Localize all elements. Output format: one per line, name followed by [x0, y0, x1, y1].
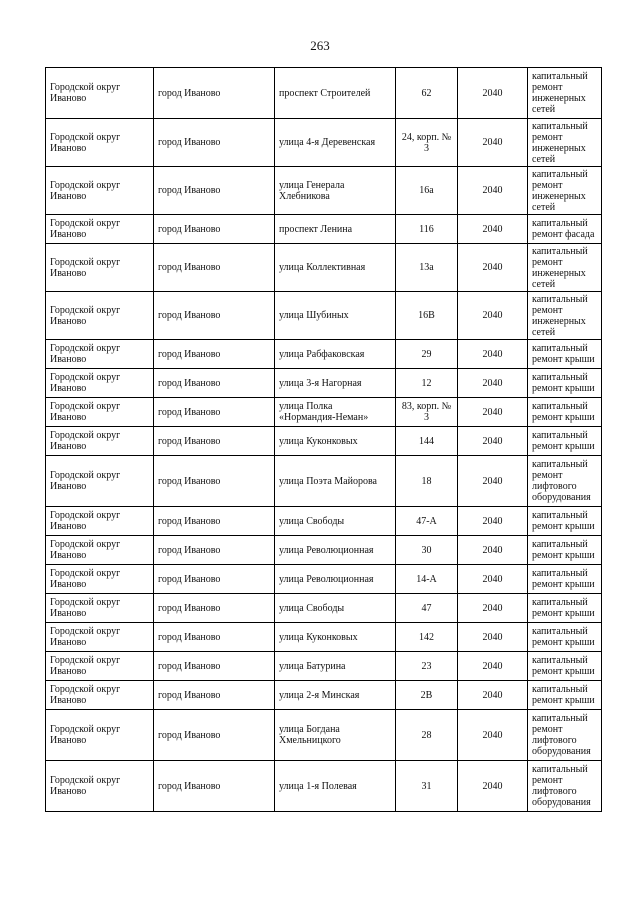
house-number-cell: 23 [396, 652, 458, 681]
house-number-cell: 12 [396, 369, 458, 398]
district-cell: Городской округ Иваново [46, 710, 154, 761]
year-cell: 2040 [458, 594, 528, 623]
table-row [46, 761, 602, 812]
city-cell: город Иваново [154, 681, 275, 710]
year-cell: 2040 [458, 623, 528, 652]
table-row [46, 427, 602, 456]
street-cell: улица Свободы [275, 594, 396, 623]
table-row [46, 119, 602, 167]
year-cell: 2040 [458, 761, 528, 812]
house-number-cell: 2В [396, 681, 458, 710]
work-type-cell: капитальный ремонт крыши [528, 398, 602, 427]
district-cell: Городской округ Иваново [46, 507, 154, 536]
year-cell: 2040 [458, 68, 528, 119]
table-row [46, 215, 602, 244]
city-cell: город Иваново [154, 594, 275, 623]
city-cell: город Иваново [154, 215, 275, 244]
district-cell: Городской округ Иваново [46, 369, 154, 398]
house-number-cell: 47-А [396, 507, 458, 536]
table-row [46, 565, 602, 594]
work-type-cell: капитальный ремонт крыши [528, 623, 602, 652]
house-number-cell: 116 [396, 215, 458, 244]
street-cell: улица Коллективная [275, 244, 396, 292]
street-cell: улица Революционная [275, 536, 396, 565]
street-cell: улица Генерала Хлебникова [275, 167, 396, 215]
year-cell: 2040 [458, 652, 528, 681]
house-number-cell: 142 [396, 623, 458, 652]
table-row [46, 681, 602, 710]
house-number-cell: 47 [396, 594, 458, 623]
city-cell: город Иваново [154, 565, 275, 594]
district-cell: Городской округ Иваново [46, 215, 154, 244]
year-cell: 2040 [458, 167, 528, 215]
city-cell: город Иваново [154, 456, 275, 507]
street-cell: улица 2-я Минская [275, 681, 396, 710]
house-number-cell: 62 [396, 68, 458, 119]
street-cell: улица Революционная [275, 565, 396, 594]
year-cell: 2040 [458, 507, 528, 536]
work-type-cell: капитальный ремонт инженерных сетей [528, 119, 602, 167]
district-cell: Городской округ Иваново [46, 244, 154, 292]
table-row [46, 167, 602, 215]
year-cell: 2040 [458, 215, 528, 244]
table-row [46, 369, 602, 398]
work-type-cell: капитальный ремонт крыши [528, 340, 602, 369]
work-type-cell: капитальный ремонт крыши [528, 652, 602, 681]
district-cell: Городской округ Иваново [46, 652, 154, 681]
work-type-cell: капитальный ремонт крыши [528, 681, 602, 710]
street-cell: улица Полка «Нормандия-Неман» [275, 398, 396, 427]
district-cell: Городской округ Иваново [46, 119, 154, 167]
table-row [46, 594, 602, 623]
work-type-cell: капитальный ремонт лифтового оборудования [528, 710, 602, 761]
year-cell: 2040 [458, 119, 528, 167]
buildings-table [45, 67, 602, 812]
street-cell: улица 3-я Нагорная [275, 369, 396, 398]
year-cell: 2040 [458, 369, 528, 398]
table-row [46, 623, 602, 652]
work-type-cell: капитальный ремонт инженерных сетей [528, 244, 602, 292]
house-number-cell: 18 [396, 456, 458, 507]
city-cell: город Иваново [154, 507, 275, 536]
year-cell: 2040 [458, 681, 528, 710]
year-cell: 2040 [458, 536, 528, 565]
street-cell: проспект Строителей [275, 68, 396, 119]
house-number-cell: 24, корп. № 3 [396, 119, 458, 167]
work-type-cell: капитальный ремонт инженерных сетей [528, 167, 602, 215]
work-type-cell: капитальный ремонт крыши [528, 594, 602, 623]
table-row [46, 710, 602, 761]
city-cell: город Иваново [154, 292, 275, 340]
house-number-cell: 28 [396, 710, 458, 761]
work-type-cell: капитальный ремонт крыши [528, 369, 602, 398]
street-cell: улица Батурина [275, 652, 396, 681]
district-cell: Городской округ Иваново [46, 456, 154, 507]
street-cell: проспект Ленина [275, 215, 396, 244]
year-cell: 2040 [458, 292, 528, 340]
table-row [46, 340, 602, 369]
house-number-cell: 29 [396, 340, 458, 369]
city-cell: город Иваново [154, 68, 275, 119]
table-row [46, 292, 602, 340]
house-number-cell: 14-А [396, 565, 458, 594]
city-cell: город Иваново [154, 340, 275, 369]
table-row [46, 398, 602, 427]
district-cell: Городской округ Иваново [46, 398, 154, 427]
street-cell: улица Куконковых [275, 427, 396, 456]
city-cell: город Иваново [154, 652, 275, 681]
work-type-cell: капитальный ремонт крыши [528, 427, 602, 456]
street-cell: улица Поэта Майорова [275, 456, 396, 507]
year-cell: 2040 [458, 427, 528, 456]
year-cell: 2040 [458, 340, 528, 369]
street-cell: улица 1-я Полевая [275, 761, 396, 812]
year-cell: 2040 [458, 710, 528, 761]
house-number-cell: 16В [396, 292, 458, 340]
table-row [46, 68, 602, 119]
year-cell: 2040 [458, 565, 528, 594]
work-type-cell: капитальный ремонт крыши [528, 536, 602, 565]
city-cell: город Иваново [154, 427, 275, 456]
house-number-cell: 144 [396, 427, 458, 456]
city-cell: город Иваново [154, 244, 275, 292]
street-cell: улица Богдана Хмельницкого [275, 710, 396, 761]
street-cell: улица Шубиных [275, 292, 396, 340]
year-cell: 2040 [458, 398, 528, 427]
work-type-cell: капитальный ремонт крыши [528, 565, 602, 594]
city-cell: город Иваново [154, 623, 275, 652]
year-cell: 2040 [458, 244, 528, 292]
work-type-cell: капитальный ремонт инженерных сетей [528, 68, 602, 119]
district-cell: Городской округ Иваново [46, 536, 154, 565]
district-cell: Городской округ Иваново [46, 167, 154, 215]
street-cell: улица 4-я Деревенская [275, 119, 396, 167]
house-number-cell: 83, корп. № 3 [396, 398, 458, 427]
work-type-cell: капитальный ремонт лифтового оборудования [528, 456, 602, 507]
street-cell: улица Куконковых [275, 623, 396, 652]
table-row [46, 652, 602, 681]
city-cell: город Иваново [154, 398, 275, 427]
city-cell: город Иваново [154, 167, 275, 215]
work-type-cell: капитальный ремонт крыши [528, 507, 602, 536]
city-cell: город Иваново [154, 761, 275, 812]
district-cell: Городской округ Иваново [46, 340, 154, 369]
table-row [46, 456, 602, 507]
work-type-cell: капитальный ремонт фасада [528, 215, 602, 244]
table-row [46, 536, 602, 565]
table-row [46, 244, 602, 292]
district-cell: Городской округ Иваново [46, 68, 154, 119]
work-type-cell: капитальный ремонт инженерных сетей [528, 292, 602, 340]
table-row [46, 507, 602, 536]
city-cell: город Иваново [154, 536, 275, 565]
work-type-cell: капитальный ремонт лифтового оборудования [528, 761, 602, 812]
house-number-cell: 31 [396, 761, 458, 812]
district-cell: Городской округ Иваново [46, 565, 154, 594]
city-cell: город Иваново [154, 119, 275, 167]
street-cell: улица Свободы [275, 507, 396, 536]
district-cell: Городской округ Иваново [46, 427, 154, 456]
house-number-cell: 16а [396, 167, 458, 215]
district-cell: Городской округ Иваново [46, 594, 154, 623]
street-cell: улица Рабфаковская [275, 340, 396, 369]
year-cell: 2040 [458, 456, 528, 507]
district-cell: Городской округ Иваново [46, 761, 154, 812]
page-number: 263 [310, 38, 330, 53]
district-cell: Городской округ Иваново [46, 292, 154, 340]
city-cell: город Иваново [154, 710, 275, 761]
city-cell: город Иваново [154, 369, 275, 398]
house-number-cell: 30 [396, 536, 458, 565]
district-cell: Городской округ Иваново [46, 623, 154, 652]
district-cell: Городской округ Иваново [46, 681, 154, 710]
house-number-cell: 13а [396, 244, 458, 292]
